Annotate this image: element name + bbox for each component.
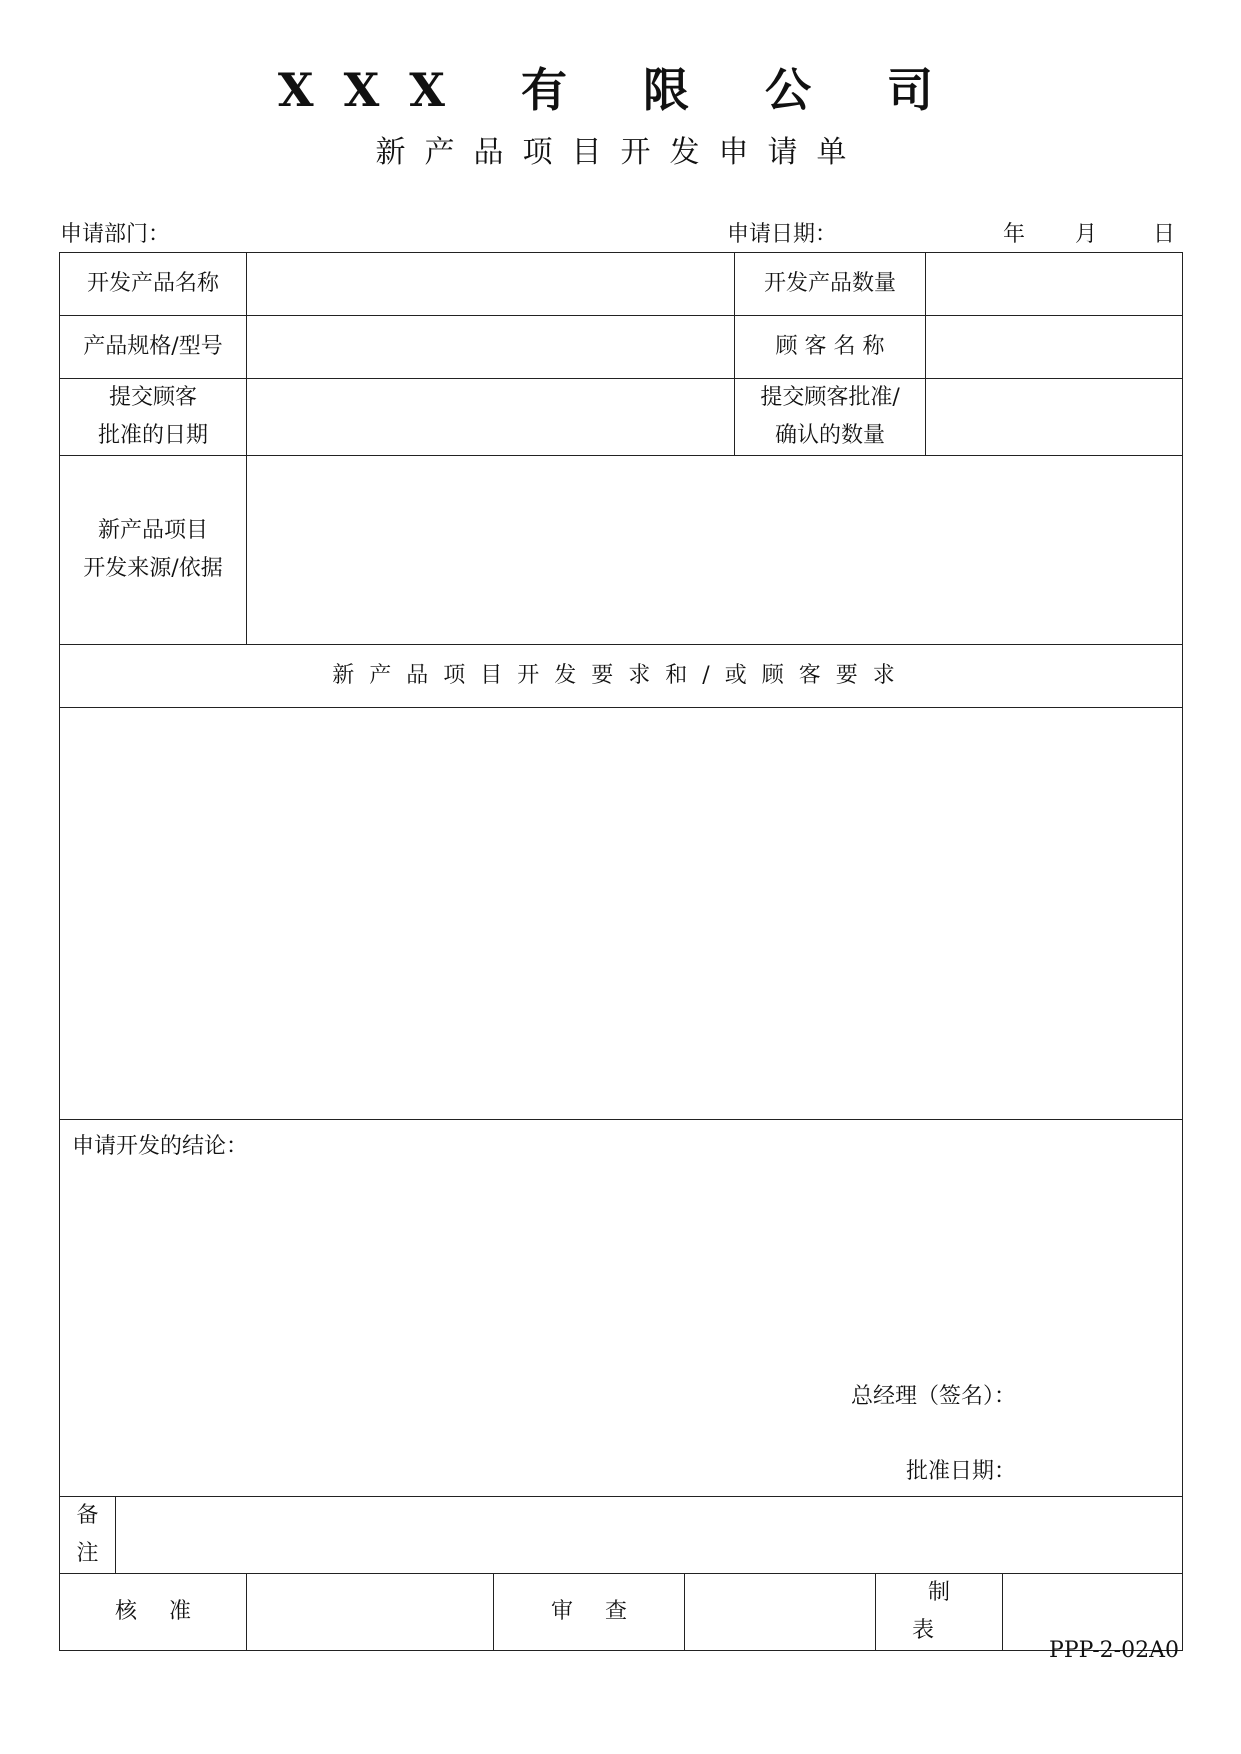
day-label: 日 — [1153, 222, 1176, 247]
approve-sign-value[interactable] — [247, 1574, 494, 1651]
product-qty-label: 开发产品数量 — [735, 253, 926, 316]
product-qty-value[interactable] — [926, 253, 1183, 316]
remark-label-line1: 备 — [76, 1503, 99, 1528]
month-label: 月 — [1075, 222, 1098, 247]
source-label-line2: 开发来源/依据 — [83, 556, 223, 581]
approve-label: 核准 — [60, 1574, 247, 1651]
source-label-line1: 新产品项目 — [98, 518, 209, 543]
requirements-value[interactable] — [60, 708, 1183, 1120]
form-code: PPP-2-02A0 — [1049, 1638, 1179, 1663]
approve-qty-value[interactable] — [926, 379, 1183, 456]
application-form-table — [59, 252, 1183, 1651]
requirements-title: 新产品项目开发要求和/或顾客要求 — [60, 645, 1183, 708]
date-label: 申请日期： — [727, 222, 838, 247]
product-name-label: 开发产品名称 — [60, 253, 247, 316]
company-title: XXX 有 限 公 司 — [277, 63, 964, 117]
submit-date-value[interactable] — [247, 379, 735, 456]
approve-qty-label-line1: 提交顾客批准/ — [760, 385, 900, 410]
remark-value[interactable] — [116, 1497, 1183, 1574]
approve-qty-label — [735, 379, 926, 456]
review-label: 审查 — [494, 1574, 685, 1651]
dept-label: 申请部门： — [60, 222, 171, 247]
submit-date-label — [60, 379, 247, 456]
remark-label-line2: 注 — [76, 1541, 99, 1566]
spec-value[interactable] — [247, 316, 735, 379]
conclusion-section[interactable] — [60, 1120, 1183, 1497]
remark-label — [60, 1497, 116, 1574]
source-value[interactable] — [247, 456, 1183, 645]
conclusion-label: 申请开发的结论： — [72, 1134, 249, 1159]
approve-qty-label-line2: 确认的数量 — [775, 423, 886, 448]
spec-label: 产品规格/型号 — [60, 316, 247, 379]
product-name-value[interactable] — [247, 253, 735, 316]
review-sign-value[interactable] — [685, 1574, 876, 1651]
form-title: 新产品项目开发申请单 — [375, 135, 866, 170]
approve-date-label: 批准日期： — [906, 1459, 1017, 1484]
submit-date-label-line2: 批准的日期 — [98, 423, 209, 448]
year-label: 年 — [1003, 222, 1026, 247]
prepare-label: 制表 — [876, 1574, 1003, 1651]
customer-name-value[interactable] — [926, 316, 1183, 379]
source-label — [60, 456, 247, 645]
submit-date-label-line1: 提交顾客 — [109, 385, 198, 410]
gm-sign-label: 总经理（签名）： — [851, 1384, 1017, 1409]
customer-name-label: 顾 客 名 称 — [735, 316, 926, 379]
